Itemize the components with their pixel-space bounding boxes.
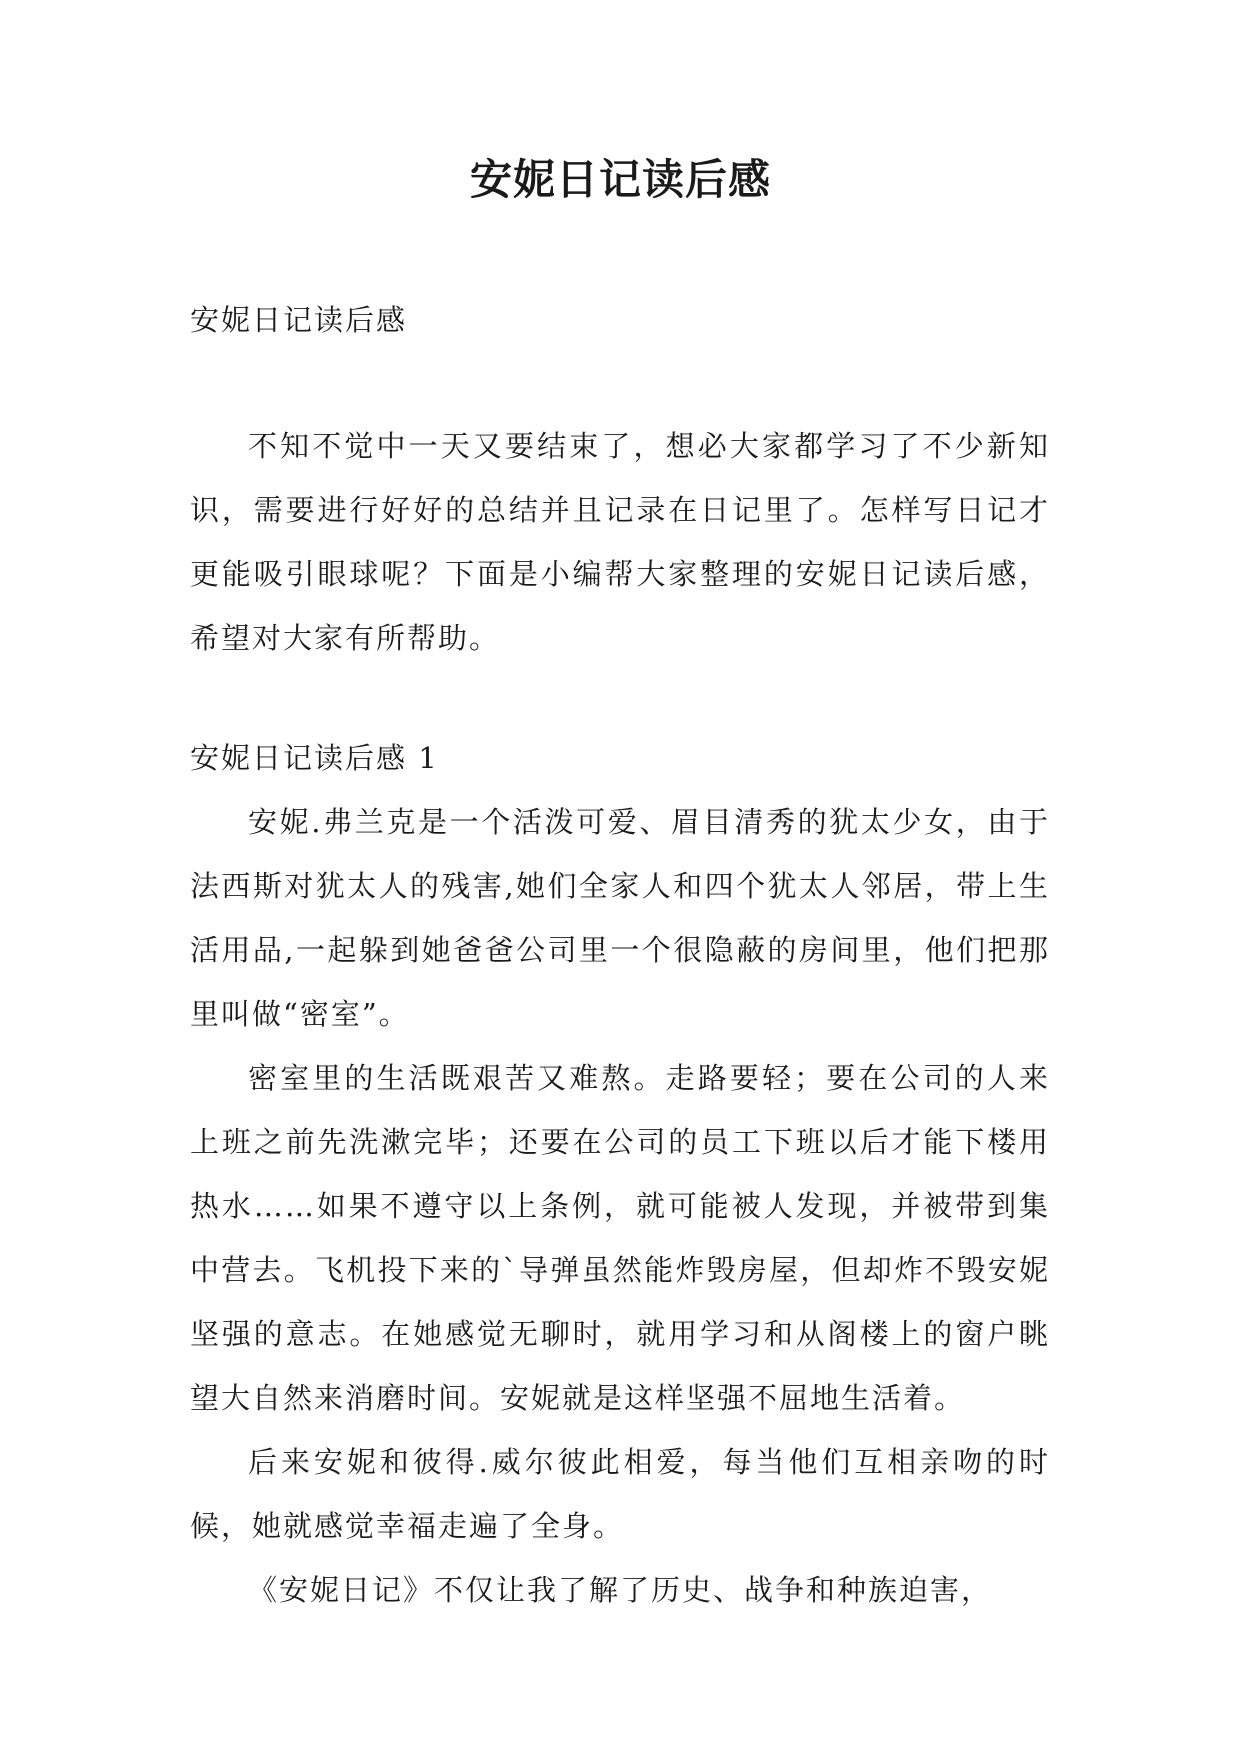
document-subtitle: 安妮日记读后感 xyxy=(190,303,408,337)
body-paragraph: 安妮.弗兰克是一个活泼可爱、眉目清秀的犹太少女，由于法西斯对犹太人的残害,她们全家人和四个犹太人邻居，带上生活用品,一起躲到她爸爸公司里一个很隐蔽的房间里，他们把那里叫做“密室”。 xyxy=(190,805,1050,1031)
body-paragraph: 《安妮日记》不仅让我了解了历史、战争和种族迫害， xyxy=(248,1573,993,1607)
body-paragraph: 密室里的生活既艰苦又难熬。走路要轻；要在公司的人来上班之前先洗漱完毕；还要在公司的员工下班以后才能下楼用热水……如果不遵守以上条例，就可能被人发现，并被带到集中营去。飞机投下来的`导弹虽然能炸毁房屋，但却炸不毁安妮坚强的意志。在她感觉无聊时，就用学习和从阁楼上的窗户眺望大自然来消磨时间。安妮就是这样坚强不屈地生活着。 xyxy=(190,1061,1050,1415)
spacer xyxy=(190,670,1050,726)
body-paragraph: 后来安妮和彼得.威尔彼此相爱，每当他们互相亲吻的时候，她就感觉幸福走遍了全身。 xyxy=(190,1445,1050,1543)
intro-paragraph: 不知不觉中一天又要结束了，想必大家都学习了不少新知识，需要进行好好的总结并且记录在日记里了。怎样写日记才更能吸引眼球呢？下面是小编帮大家整理的安妮日记读后感，希望对大家有所帮助。 xyxy=(190,429,1050,655)
document-body xyxy=(190,288,1050,1622)
spacer xyxy=(190,352,1050,414)
document-title: 安妮日记读后感 xyxy=(469,155,771,204)
section-heading: 安妮日记读后感 1 xyxy=(190,741,439,775)
